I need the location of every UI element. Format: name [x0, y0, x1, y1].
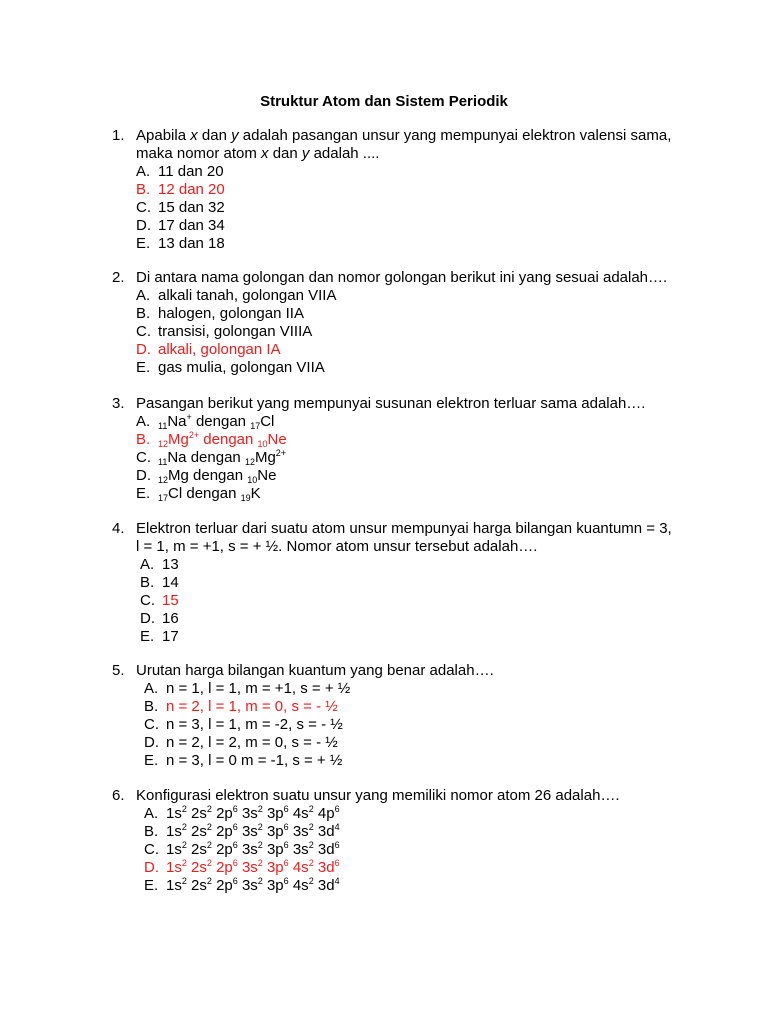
question-text: Apabila x dan y adalah pasangan unsur yang mempunyai elektron valensi sama, maka nomor atom x dan y adalah .... A. 11 dan 20 B. 12 dan 20 C. 15 dan 32 D. 17 dan 34 E. 13 dan 18: [136, 127, 712, 253]
option-b: B. 14: [140, 574, 179, 591]
question-2: [112, 269, 712, 377]
option-b-answer: B. 12 dan 20: [136, 181, 225, 198]
question-text: Urutan harga bilangan kuantum yang benar adalah…. A. n = 1, l = 1, m = +1, s = + ½ B. n = 2, l = 1, m = 0, s = - ½ C. n = 3, l = 1, m = -2, s = - ½ D. n = 2, l = 2, m = 0, s = - ½ E. n = 3, l = 0 m = -1, s = + ½: [136, 662, 712, 770]
option-e: E. gas mulia, golongan VIIA: [136, 359, 325, 376]
option-c: C. $1s^2$ $2s^2$ $2p^6$ $3s^2$ $3p^6$ $3s^2$ $3d^6$: [144, 840, 340, 858]
option-c: C. 15: [140, 592, 179, 609]
option-list: [136, 805, 712, 895]
option-b-answer: B. $_{12}Mg^{2+}$ dengan $_{10}$Ne: [136, 430, 287, 449]
option-e: E. $1s^2$ $2s^2$ $2p^6$ $3s^2$ $3p^6$ $4s^2$ $3d^4$: [144, 876, 340, 894]
question-number: 4.: [112, 520, 125, 537]
option-d: D. n = 2, l = 2, m = 0, s = - ½: [144, 734, 338, 751]
option-list: [136, 163, 712, 253]
option-list: [136, 680, 712, 770]
option-d: D. 17 dan 34: [136, 217, 225, 234]
option-a: A. n = 1, l = 1, m = +1, s = + ½: [144, 680, 351, 697]
option-c: C. transisi, golongan VIIIA: [136, 323, 313, 340]
question-text: Pasangan berikut yang mempunyai susunan elektron terluar sama adalah…. A. $_{11}$Na+ dengan $_{17}$Cl B. $_{12}Mg^{2+}$ dengan $_{10}$Ne C. $_{11}$Na dengan $_{12}Mg^{2+}$ D. $_{12}$Mg dengan $_{10}$Ne E. $_{17}$Cl dengan $_{19}$K: [136, 395, 712, 503]
option-list: [136, 413, 712, 503]
option-c: C. 15 dan 32: [136, 199, 225, 216]
option-d: D. 16: [140, 610, 179, 627]
option-e: E. n = 3, l = 0 m = -1, s = + ½: [144, 752, 343, 769]
option-a: A. alkali tanah, golongan VIIA: [136, 287, 337, 304]
question-5: [112, 662, 712, 770]
document-title: Struktur Atom dan Sistem Periodik: [260, 93, 508, 110]
question-number: 5.: [112, 662, 125, 679]
question-text: Konfigurasi elektron suatu unsur yang memiliki nomor atom 26 adalah…. A. $1s^2$ $2s^2$ $2p^6$ $3s^2$ $3p^6$ $4s^2$ $4p^6$ B. $1s^2$ $2s^2$ $2p^6$ $3s^2$ $3p^6$ $3s^2$ $3d^4$ C. $1s^2$ $2s^2$ $2p^6$ $3s^2$ $3p^6$ $3s^2$ $3d^6$ D. $1s^2$ $2s^2$ $2p^6$ $3s^2$ $3p^6$ $4s^2$ $3d^6$ E. $1s^2$ $2s^2$ $2p^6$ $3s^2$ $3p^6$ $4s^2$ $3d^4$: [136, 787, 712, 895]
option-b: B. n = 2, l = 1, m = 0, s = - ½: [144, 698, 338, 715]
option-a: A. $_{11}$Na+ dengan $_{17}$Cl: [136, 412, 275, 431]
option-e: E. $_{17}$Cl dengan $_{19}$K: [136, 485, 261, 503]
question-number: 3.: [112, 395, 125, 412]
option-c: C. n = 3, l = 1, m = -2, s = - ½: [144, 716, 343, 733]
question-text: Di antara nama golongan dan nomor golongan berikut ini yang sesuai adalah…. A. alkali tanah, golongan VIIA B. halogen, golongan IIA C. transisi, golongan VIIIA D. alkali, golongan IA E. gas mulia, golongan VIIA: [136, 269, 712, 377]
option-a: A. 13: [140, 556, 179, 573]
option-e: E. 13 dan 18: [136, 235, 225, 252]
option-list: [136, 287, 712, 377]
option-c: C. $_{11}$Na dengan $_{12}Mg^{2+}$: [136, 448, 287, 467]
question-text: Elektron terluar dari suatu atom unsur mempunyai harga bilangan kuantumn = 3, l = 1, m = +1, s = + ½. Nomor atom unsur tersebut adalah…. A. 13 B. 14 C. 15 D. 16 E. 17: [136, 520, 712, 646]
option-b: B. $1s^2$ $2s^2$ $2p^6$ $3s^2$ $3p^6$ $3s^2$ $3d^4$: [144, 822, 340, 840]
option-a: A. 11 dan 20: [136, 163, 224, 180]
option-d-answer: D. $1s^2$ $2s^2$ $2p^6$ $3s^2$ $3p^6$ $4s^2$ $3d^6$: [144, 858, 340, 876]
question-1: [112, 127, 712, 253]
question-number: 6.: [112, 787, 125, 804]
question-3: [112, 395, 712, 503]
option-d-answer: D. alkali, golongan IA: [136, 341, 281, 358]
option-b: B. halogen, golongan IIA: [136, 305, 304, 322]
question-4: [112, 520, 712, 646]
option-list: [136, 556, 712, 646]
question-number: 1.: [112, 127, 125, 144]
option-e: E. 17: [140, 628, 179, 645]
option-d: D. $_{12}$Mg dengan $_{10}$Ne: [136, 467, 277, 485]
option-a: A. $1s^2$ $2s^2$ $2p^6$ $3s^2$ $3p^6$ $4s^2$ $4p^6$: [144, 804, 340, 822]
question-6: [112, 787, 712, 895]
question-number: 2.: [112, 269, 125, 286]
